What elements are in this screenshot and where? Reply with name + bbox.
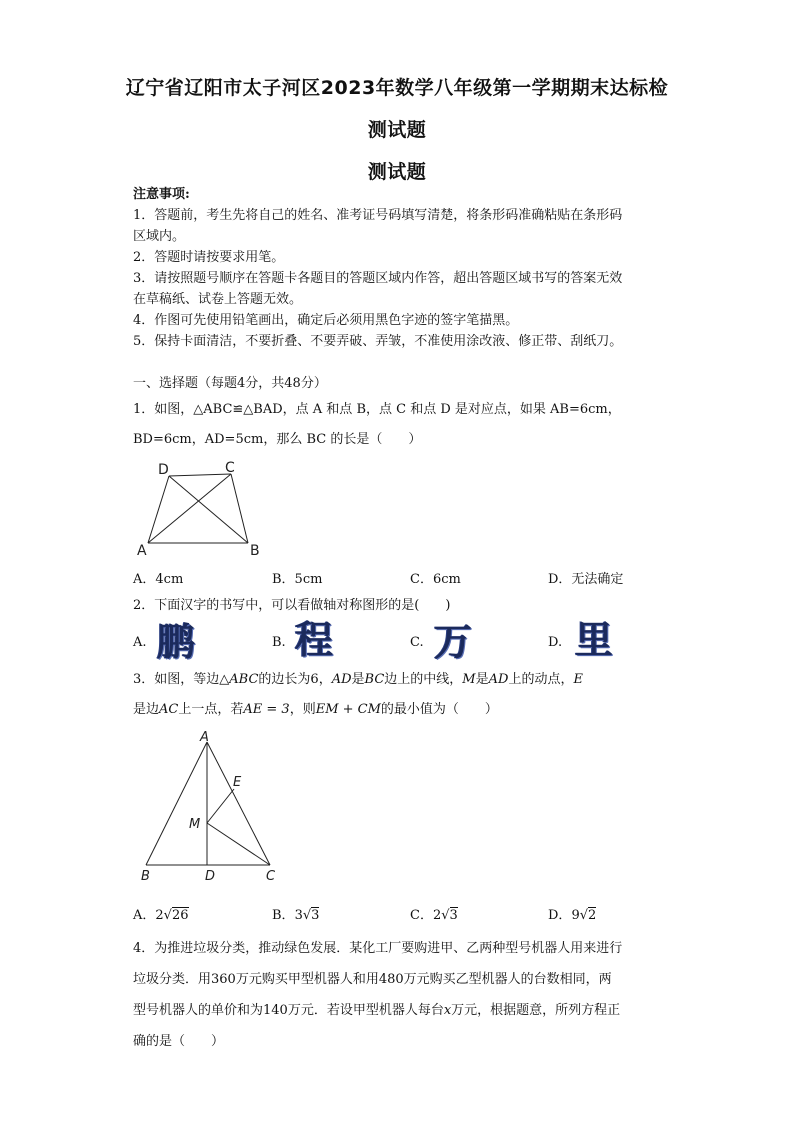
q1-text-line2: BD=6cm，AD=5cm，那么 BC 的长是（ ） (133, 432, 422, 447)
notice-item: 区域内。 (133, 229, 186, 244)
q2-option-b-letter[interactable]: B. (272, 635, 286, 650)
notice-item: 3．请按照题号顺序在答题卡各题目的答题区域内作答，超出答题区域书写的答案无效 (133, 271, 623, 286)
q3-label-D: D (205, 869, 216, 884)
q2-char-cheng[interactable]: 程 (295, 618, 334, 662)
q3-text-line2: 是边AC上一点，若AE = 3，则EM + CM的最小值为（ ） (133, 702, 498, 717)
q2-char-peng[interactable]: 鹏 (157, 620, 196, 664)
q1-line-BD (169, 476, 248, 543)
notice-item: 1．答题前，考生先将自己的姓名、准考证号码填写清楚，将条形码准确粘贴在条形码 (133, 208, 623, 223)
q1-figure (130, 455, 270, 560)
q1-label-D: D (158, 462, 169, 478)
q3-line-AB (146, 742, 207, 865)
q3-label-M: M (189, 817, 201, 832)
page-subtitle: 测试题 (367, 161, 427, 183)
section-heading: 一、选择题（每题4分，共48分） (133, 376, 327, 391)
q3-label-E: E (233, 775, 242, 790)
q2-char-li[interactable]: 里 (575, 618, 614, 662)
notice-item: 4．作图可先使用铅笔画出，确定后必须用黑色字迹的签字笔描黑。 (133, 313, 519, 328)
q3-line-MC (207, 823, 270, 865)
q1-label-B: B (250, 543, 260, 559)
q1-line-AD (148, 476, 169, 543)
sqrt-icon: √ (579, 908, 589, 923)
q3-label-B: B (141, 869, 150, 884)
q1-option-c[interactable]: C．6cm (410, 572, 461, 587)
notice-item: 2．答题时请按要求用笔。 (133, 250, 285, 265)
q1-line-AC (148, 474, 231, 543)
q3-figure (135, 728, 295, 888)
q3-option-b[interactable]: B．3√3 (272, 908, 320, 923)
q2-option-c-letter[interactable]: C. (410, 635, 424, 650)
page-title: 辽宁省辽阳市太子河区2023年数学八年级第一学期期末达标检 (125, 77, 669, 99)
q4-text-line3: 型号机器人的单价和为140万元．若设甲型机器人每台x万元，根据题意，所列方程正 (133, 1003, 621, 1018)
q4-text-line1: 4．为推进垃圾分类，推动绿色发展．某化工厂要购进甲、乙两种型号机器人用来进行 (133, 941, 623, 956)
q3-label-C: C (266, 869, 276, 884)
q3-line-AC (207, 742, 270, 865)
q3-text-line1: 3．如图，等边△ABC的边长为6，AD是BC边上的中线，M是AD上的动点，E (133, 672, 583, 687)
sqrt-icon: √ (441, 908, 450, 923)
notice-heading: 注意事项: (133, 187, 190, 202)
q1-label-C: C (225, 460, 235, 476)
q1-label-A: A (137, 543, 147, 559)
q1-line-DC (169, 474, 231, 476)
q3-label-A: A (200, 730, 209, 745)
q4-text-line2: 垃圾分类．用360万元购买甲型机器人和用480万元购买乙型机器人的台数相同，两 (133, 972, 612, 987)
q2-char-wan[interactable]: 万 (434, 620, 473, 664)
notice-item: 在草稿纸、试卷上答题无效。 (133, 292, 303, 307)
q1-text-line1: 1．如图，△ABC≌△BAD，点 A 和点 B，点 C 和点 D 是对应点，如果 AB=6cm， (133, 402, 621, 417)
q3-line-EM (207, 789, 234, 823)
q3-option-a[interactable]: A．2√26 (133, 908, 189, 923)
q2-option-a-letter[interactable]: A. (133, 635, 147, 650)
notice-item: 5．保持卡面清洁，不要折叠、不要弄破、弄皱，不准使用涂改液、修正带、刮纸刀。 (133, 334, 623, 349)
q1-option-d[interactable]: D．无法确定 (548, 572, 624, 587)
q1-option-a[interactable]: A．4cm (133, 572, 184, 587)
page-title-line2: 测试题 (367, 119, 427, 141)
q1-line-BC (231, 474, 248, 543)
q4-text-line4: 确的是（ ） (133, 1034, 225, 1049)
sqrt-icon: √ (302, 908, 312, 923)
q1-option-b[interactable]: B．5cm (272, 572, 323, 587)
q2-option-d-letter[interactable]: D. (548, 635, 563, 650)
q2-text: 2．下面汉字的书写中，可以看做轴对称图形的是( ) (133, 598, 451, 613)
sqrt-icon: √ (163, 908, 172, 923)
q3-option-c[interactable]: C．2√3 (410, 908, 458, 923)
q3-option-d[interactable]: D．9√2 (548, 908, 597, 923)
